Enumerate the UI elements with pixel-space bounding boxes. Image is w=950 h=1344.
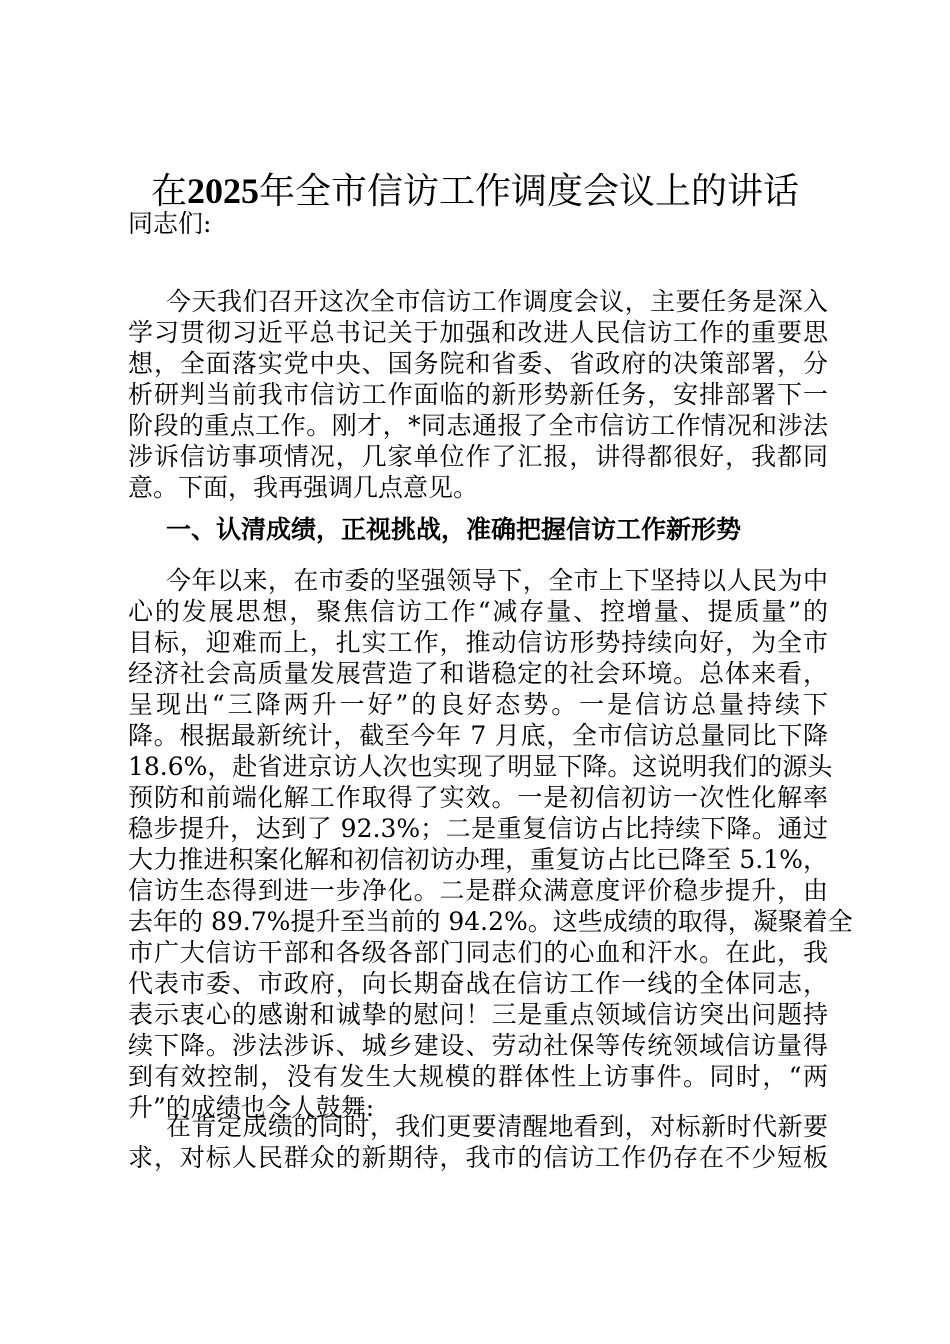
paragraph-intro bbox=[128, 286, 828, 503]
paragraph-line: 经济社会高质量发展营造了和谐稳定的社会环境。总体来看， bbox=[128, 659, 828, 688]
paragraph-line: 代表市委、市政府，向长期奋战在信访工作一线的全体同志， bbox=[128, 969, 828, 998]
paragraph-line: 到有效控制，没有发生大规模的群体性上访事件。同时，“两 bbox=[128, 1062, 828, 1091]
paragraph-line: 今天我们召开这次全市信访工作调度会议，主要任务是深入 bbox=[166, 287, 828, 316]
paragraph-line: 信访生态得到进一步净化。二是群众满意度评价稳步提升，由 bbox=[128, 876, 828, 905]
salutation: 同志们: bbox=[128, 209, 212, 238]
paragraph-line: 目标，迎难而上，扎实工作，推动信访形势持续向好，为全市 bbox=[128, 628, 828, 657]
paragraph-line: 去年的 89.7%提升至当前的 94.2%。这些成绩的取得，凝聚着全 bbox=[128, 907, 853, 936]
paragraph-line: 学习贯彻习近平总书记关于加强和改进人民信访工作的重要思 bbox=[128, 318, 828, 347]
title-prefix: 在 bbox=[150, 171, 187, 212]
paragraph-line: 呈现出“三降两升一好”的良好态势。一是信访总量持续下 bbox=[128, 690, 828, 719]
section-heading: 一、认清成绩，正视挑战，准确把握信访工作新形势 bbox=[166, 515, 742, 544]
paragraph-line: 求，对标人民群众的新期待，我市的信访工作仍存在不少短板 bbox=[128, 1143, 828, 1172]
paragraph-line: 市广大信访干部和各级各部门同志们的心血和汗水。在此，我 bbox=[128, 938, 828, 967]
title-year: 2025 bbox=[187, 171, 259, 211]
paragraph-challenges bbox=[128, 1111, 828, 1173]
paragraph-line: 阶段的重点工作。刚才，*同志通报了全市信访工作情况和涉法 bbox=[128, 411, 828, 440]
paragraph-line: 析研判当前我市信访工作面临的新形势新任务，安排部署下一 bbox=[128, 380, 828, 409]
paragraph-line: 18.6%，赴省进京访人次也实现了明显下降。这说明我们的源头 bbox=[128, 752, 833, 781]
paragraph-line: 今年以来，在市委的坚强领导下，全市上下坚持以人民为中 bbox=[166, 566, 828, 595]
paragraph-line: 在肯定成绩的同时，我们更要清醒地看到，对标新时代新要 bbox=[166, 1112, 828, 1141]
paragraph-line: 涉诉信访事项情况，几家单位作了汇报，讲得都很好，我都同 bbox=[128, 442, 828, 471]
paragraph-line: 意。下面，我再强调几点意见。 bbox=[128, 473, 479, 502]
paragraph-line: 续下降。涉法涉诉、城乡建设、劳动社保等传统领域信访量得 bbox=[128, 1031, 828, 1060]
paragraph-achievements bbox=[128, 565, 853, 1123]
paragraph-line: 升”的成绩也令人鼓舞: bbox=[128, 1093, 375, 1122]
paragraph-line: 大力推进积案化解和初信初访办理，重复访占比已降至 5.1%， bbox=[128, 845, 828, 874]
paragraph-line: 表示衷心的感谢和诚挚的慰问！三是重点领域信访突出问题持 bbox=[128, 1000, 828, 1029]
paragraph-line: 预防和前端化解工作取得了实效。一是初信初访一次性化解率 bbox=[128, 783, 828, 812]
paragraph-line: 稳步提升，达到了 92.3%；二是重复信访占比持续下降。通过 bbox=[128, 814, 828, 843]
title-suffix: 年全市信访工作调度会议上的讲话 bbox=[259, 171, 800, 212]
paragraph-line: 心的发展思想，聚焦信访工作“减存量、控增量、提质量”的 bbox=[128, 597, 828, 626]
paragraph-line: 降。根据最新统计，截至今年 7 月底，全市信访总量同比下降 bbox=[128, 721, 828, 750]
paragraph-line: 想，全面落实党中央、国务院和省委、省政府的决策部署，分 bbox=[128, 349, 828, 378]
